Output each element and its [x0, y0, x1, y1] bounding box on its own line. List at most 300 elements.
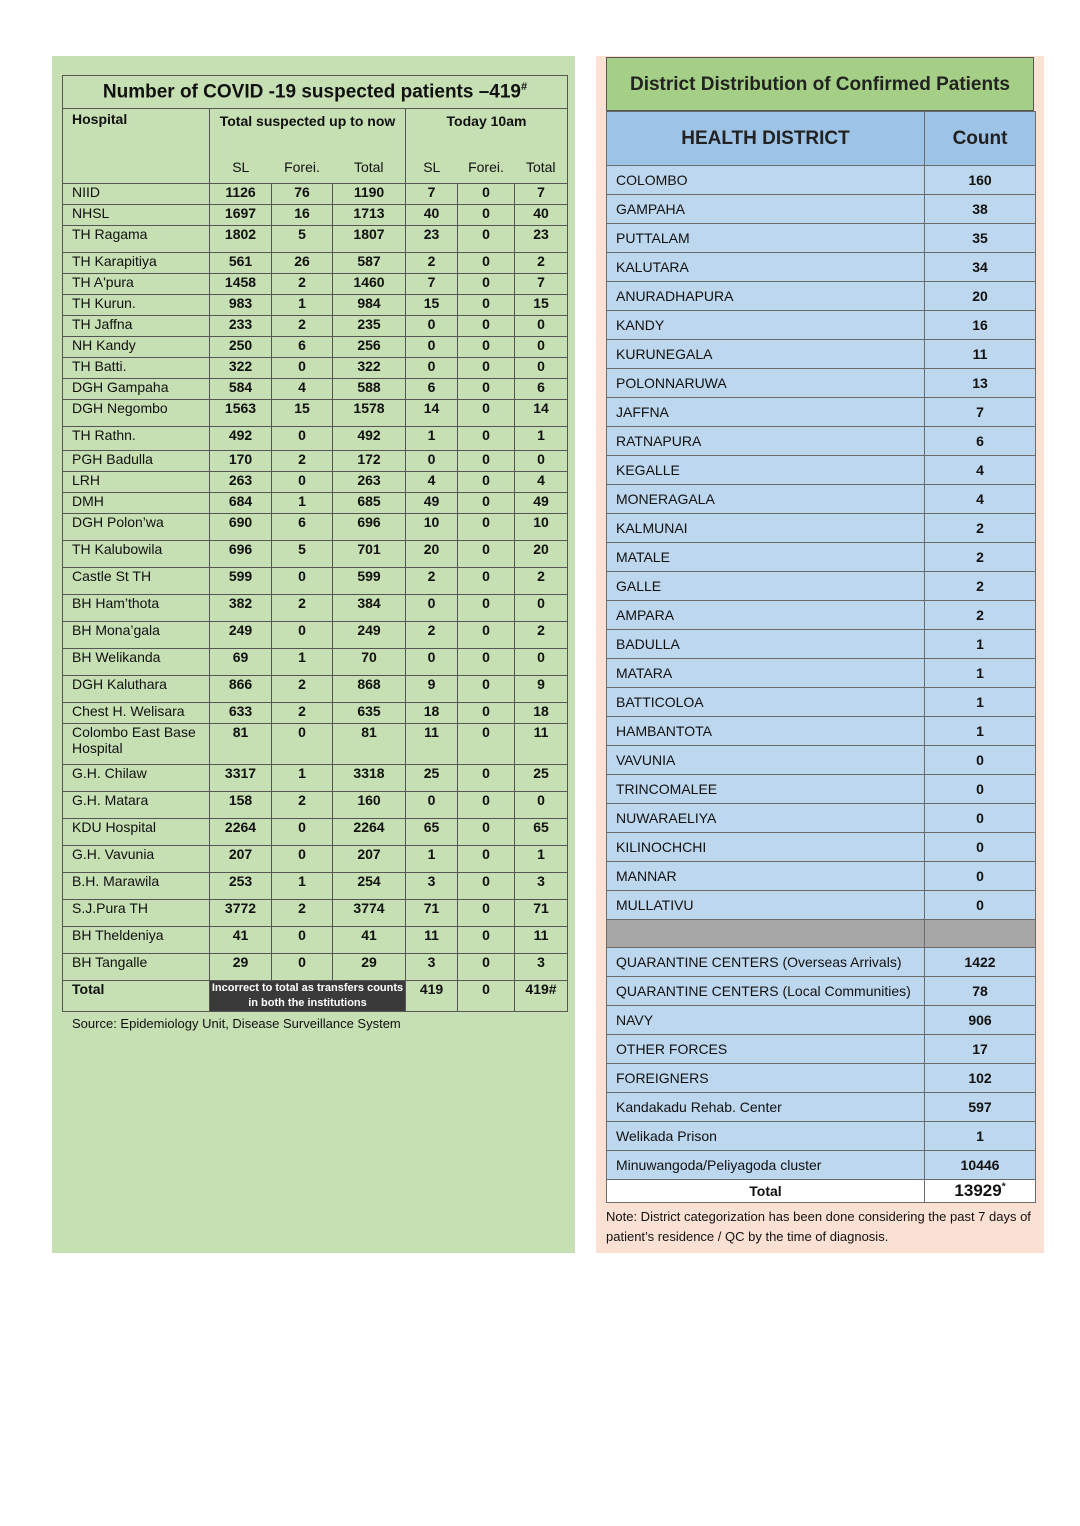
today-total-count: 40	[515, 205, 568, 226]
district-row-count: 2	[925, 543, 1036, 572]
today-total-count: 71	[515, 900, 568, 927]
hospital-name: TH Kalubowila	[63, 541, 210, 568]
hospital-row	[63, 493, 568, 514]
today-total-count: 2	[515, 622, 568, 649]
hospital-name: TH Jaffna	[63, 316, 210, 337]
district-total-row-count	[925, 1180, 1036, 1203]
hospital-row	[63, 649, 568, 676]
foreign-count: 0	[272, 568, 333, 595]
district-row-name: TRINCOMALEE	[607, 775, 925, 804]
total-count: 2264	[333, 819, 406, 846]
subheader-foreign: Forei.	[272, 159, 333, 184]
today-foreign-count: 0	[458, 819, 515, 846]
district-row-count: 1	[925, 659, 1036, 688]
district-row-name: NUWARAELIYA	[607, 804, 925, 833]
today-foreign-count: 0	[458, 792, 515, 819]
total-count: 256	[333, 337, 406, 358]
district-table	[606, 111, 1036, 1203]
hospital-name: TH Ragama	[63, 226, 210, 253]
today-total-count: 3	[515, 873, 568, 900]
today-foreign-count: 0	[458, 253, 515, 274]
other-row-name: QUARANTINE CENTERS (Overseas Arrivals)	[607, 948, 925, 977]
district-row-name: JAFFNA	[607, 398, 925, 427]
separator-row-name	[607, 920, 925, 948]
header-hospital: Hospital	[63, 109, 210, 184]
sl-count: 170	[210, 451, 272, 472]
total-count: 207	[333, 846, 406, 873]
total-count: 3318	[333, 765, 406, 792]
today-sl-count: 4	[406, 472, 458, 493]
today-total-count: 10	[515, 514, 568, 541]
hospital-row	[63, 514, 568, 541]
hospital-row	[63, 337, 568, 358]
hospital-row	[63, 568, 568, 595]
hospital-name: DGH Polon’wa	[63, 514, 210, 541]
today-total-count: 25	[515, 765, 568, 792]
other-row	[607, 1064, 1036, 1093]
total-count: 635	[333, 703, 406, 724]
today-foreign-count: 0	[458, 765, 515, 792]
foreign-count: 0	[272, 358, 333, 379]
hospital-row	[63, 927, 568, 954]
hospital-name: NHSL	[63, 205, 210, 226]
today-total-count: 49	[515, 493, 568, 514]
other-row	[607, 977, 1036, 1006]
total-count: 984	[333, 295, 406, 316]
today-sl-count: 0	[406, 792, 458, 819]
district-row-name: GALLE	[607, 572, 925, 601]
district-row-count: 11	[925, 340, 1036, 369]
foreign-count: 5	[272, 226, 333, 253]
total-count: 263	[333, 472, 406, 493]
district-row-name: VAVUNIA	[607, 746, 925, 775]
sl-count: 3772	[210, 900, 272, 927]
sl-count: 233	[210, 316, 272, 337]
district-row-name: KANDY	[607, 311, 925, 340]
header-total-suspected: Total suspected up to now	[210, 109, 406, 160]
district-row-count: 34	[925, 253, 1036, 282]
foreign-count: 2	[272, 316, 333, 337]
today-total-count: 6	[515, 379, 568, 400]
district-row	[607, 456, 1036, 485]
district-row	[607, 572, 1036, 601]
hospital-row	[63, 379, 568, 400]
today-foreign-count: 0	[458, 649, 515, 676]
today-sl-count: 14	[406, 400, 458, 427]
total-count: 254	[333, 873, 406, 900]
today-sl-count: 0	[406, 595, 458, 622]
hospital-row	[63, 184, 568, 205]
today-sl-count: 6	[406, 379, 458, 400]
total-today-sl: 419	[406, 981, 458, 1012]
today-foreign-count: 0	[458, 493, 515, 514]
district-row-name: KALUTARA	[607, 253, 925, 282]
district-row-count: 0	[925, 775, 1036, 804]
other-row	[607, 1006, 1036, 1035]
subheader-sl: SL	[210, 159, 272, 184]
sl-count: 561	[210, 253, 272, 274]
sl-count: 599	[210, 568, 272, 595]
today-foreign-count: 0	[458, 900, 515, 927]
hospital-row	[63, 295, 568, 316]
sl-count: 1563	[210, 400, 272, 427]
today-foreign-count: 0	[458, 379, 515, 400]
district-row-count: 35	[925, 224, 1036, 253]
total-count: 492	[333, 427, 406, 451]
sl-count: 1802	[210, 226, 272, 253]
total-count: 1713	[333, 205, 406, 226]
today-total-count: 4	[515, 472, 568, 493]
foreign-count: 0	[272, 819, 333, 846]
sl-count: 1126	[210, 184, 272, 205]
suspected-table-title: Number of COVID -19 suspected patients –419#	[63, 76, 568, 109]
district-row	[607, 688, 1036, 717]
today-sl-count: 2	[406, 253, 458, 274]
other-row-name: Kandakadu Rehab. Center	[607, 1093, 925, 1122]
total-count: 322	[333, 358, 406, 379]
today-total-count: 0	[515, 792, 568, 819]
sl-count: 866	[210, 676, 272, 703]
other-row-count: 1	[925, 1122, 1036, 1151]
total-count: 384	[333, 595, 406, 622]
total-count: 41	[333, 927, 406, 954]
district-row	[607, 717, 1036, 746]
other-row-name: Welikada Prison	[607, 1122, 925, 1151]
today-sl-count: 0	[406, 451, 458, 472]
hospital-row	[63, 205, 568, 226]
today-total-count: 20	[515, 541, 568, 568]
total-count: 1578	[333, 400, 406, 427]
foreign-count: 6	[272, 337, 333, 358]
district-row-name: BATTICOLOA	[607, 688, 925, 717]
today-total-count: 15	[515, 295, 568, 316]
district-row-count: 160	[925, 166, 1036, 195]
district-row	[607, 311, 1036, 340]
district-row	[607, 804, 1036, 833]
sl-count: 983	[210, 295, 272, 316]
suspected-patients-table	[62, 75, 568, 1012]
sl-count: 1458	[210, 274, 272, 295]
total-count: 235	[333, 316, 406, 337]
today-foreign-count: 0	[458, 676, 515, 703]
district-row	[607, 543, 1036, 572]
hospital-name: BH Ham’thota	[63, 595, 210, 622]
subheader-total: Total	[333, 159, 406, 184]
today-sl-count: 11	[406, 724, 458, 765]
today-sl-count: 0	[406, 358, 458, 379]
district-row-name: MONERAGALA	[607, 485, 925, 514]
district-row-name: ANURADHAPURA	[607, 282, 925, 311]
today-foreign-count: 0	[458, 703, 515, 724]
foreign-count: 1	[272, 649, 333, 676]
district-row	[607, 485, 1036, 514]
district-row-name: KEGALLE	[607, 456, 925, 485]
today-foreign-count: 0	[458, 295, 515, 316]
hospital-name: TH Rathn.	[63, 427, 210, 451]
total-count: 1460	[333, 274, 406, 295]
district-row	[607, 195, 1036, 224]
foreign-count: 0	[272, 954, 333, 981]
district-row	[607, 891, 1036, 920]
district-row-count: 4	[925, 485, 1036, 514]
hospital-name: BH Theldeniya	[63, 927, 210, 954]
sl-count: 158	[210, 792, 272, 819]
district-row-name: RATNAPURA	[607, 427, 925, 456]
sl-count: 684	[210, 493, 272, 514]
district-row	[607, 282, 1036, 311]
sl-count: 69	[210, 649, 272, 676]
total-count: 70	[333, 649, 406, 676]
district-row	[607, 166, 1036, 195]
district-row-count: 0	[925, 746, 1036, 775]
today-total-count: 0	[515, 316, 568, 337]
district-row-name: AMPARA	[607, 601, 925, 630]
other-row	[607, 1122, 1036, 1151]
district-note: Note: District categorization has been done considering the past 7 days of patient’s residence / QC by the time of diagnosis.	[606, 1209, 1031, 1244]
other-row-count: 102	[925, 1064, 1036, 1093]
other-row-name: FOREIGNERS	[607, 1064, 925, 1093]
today-foreign-count: 0	[458, 472, 515, 493]
district-row-name: PUTTALAM	[607, 224, 925, 253]
suspected-patients-panel	[52, 56, 575, 1253]
district-row-name: MANNAR	[607, 862, 925, 891]
other-row-count: 17	[925, 1035, 1036, 1064]
today-total-count: 65	[515, 819, 568, 846]
sl-count: 249	[210, 622, 272, 649]
foreign-count: 2	[272, 703, 333, 724]
district-row	[607, 659, 1036, 688]
today-total-count: 0	[515, 358, 568, 379]
total-count: 685	[333, 493, 406, 514]
district-row-count: 0	[925, 891, 1036, 920]
sl-count: 3317	[210, 765, 272, 792]
today-total-count: 0	[515, 451, 568, 472]
source-note: Source: Epidemiology Unit, Disease Surveillance System	[72, 1016, 401, 1031]
district-row-name: MATALE	[607, 543, 925, 572]
district-row	[607, 224, 1036, 253]
today-foreign-count: 0	[458, 316, 515, 337]
today-sl-count: 20	[406, 541, 458, 568]
district-row-count: 2	[925, 601, 1036, 630]
district-row-count: 0	[925, 804, 1036, 833]
total-count: 172	[333, 451, 406, 472]
district-row-name: COLOMBO	[607, 166, 925, 195]
total-count: 599	[333, 568, 406, 595]
other-row-count: 78	[925, 977, 1036, 1006]
sl-count: 250	[210, 337, 272, 358]
district-row-name: HAMBANTOTA	[607, 717, 925, 746]
total-count: 29	[333, 954, 406, 981]
hospital-row	[63, 427, 568, 451]
other-row-count: 906	[925, 1006, 1036, 1035]
today-sl-count: 7	[406, 184, 458, 205]
title-hash-mark: #	[521, 80, 528, 93]
foreign-count: 1	[272, 765, 333, 792]
today-sl-count: 2	[406, 622, 458, 649]
total-today-foreign: 0	[458, 981, 515, 1012]
hospital-row	[63, 954, 568, 981]
today-total-count: 23	[515, 226, 568, 253]
today-total-count: 2	[515, 568, 568, 595]
district-row	[607, 340, 1036, 369]
header-count: Count	[925, 112, 1036, 166]
district-row	[607, 775, 1036, 804]
district-row-count: 7	[925, 398, 1036, 427]
hospital-row	[63, 541, 568, 568]
today-total-count: 1	[515, 846, 568, 873]
district-row-count: 38	[925, 195, 1036, 224]
today-foreign-count: 0	[458, 568, 515, 595]
hospital-row	[63, 724, 568, 765]
total-count: 1807	[333, 226, 406, 253]
today-total-count: 11	[515, 927, 568, 954]
today-sl-count: 0	[406, 649, 458, 676]
hospital-name: DGH Kaluthara	[63, 676, 210, 703]
today-foreign-count: 0	[458, 622, 515, 649]
total-count: 701	[333, 541, 406, 568]
hospital-name: G.H. Vavunia	[63, 846, 210, 873]
foreign-count: 0	[272, 622, 333, 649]
district-row	[607, 833, 1036, 862]
today-foreign-count: 0	[458, 846, 515, 873]
sl-count: 492	[210, 427, 272, 451]
total-label: Total	[63, 981, 210, 1012]
foreign-count: 76	[272, 184, 333, 205]
hospital-row	[63, 622, 568, 649]
hospital-row	[63, 676, 568, 703]
sl-count: 41	[210, 927, 272, 954]
today-foreign-count: 0	[458, 226, 515, 253]
today-foreign-count: 0	[458, 184, 515, 205]
other-row	[607, 948, 1036, 977]
today-foreign-count: 0	[458, 954, 515, 981]
foreign-count: 26	[272, 253, 333, 274]
hospital-name: BH Welikanda	[63, 649, 210, 676]
today-sl-count: 18	[406, 703, 458, 724]
district-row-count: 2	[925, 572, 1036, 601]
other-row	[607, 1151, 1036, 1180]
hospital-name: DMH	[63, 493, 210, 514]
hospital-row	[63, 358, 568, 379]
today-total-count: 14	[515, 400, 568, 427]
header-health-district: HEALTH DISTRICT	[607, 112, 925, 166]
hospital-row	[63, 900, 568, 927]
today-sl-count: 0	[406, 316, 458, 337]
today-foreign-count: 0	[458, 274, 515, 295]
district-row-count: 2	[925, 514, 1036, 543]
sl-count: 253	[210, 873, 272, 900]
hospital-row	[63, 765, 568, 792]
district-row	[607, 369, 1036, 398]
district-row	[607, 630, 1036, 659]
separator-row	[607, 920, 1036, 948]
other-row-count: 597	[925, 1093, 1036, 1122]
district-row-name: KILINOCHCHI	[607, 833, 925, 862]
subheader-today-sl: SL	[406, 159, 458, 184]
today-foreign-count: 0	[458, 451, 515, 472]
total-row	[63, 981, 568, 1012]
today-total-count: 7	[515, 184, 568, 205]
today-sl-count: 0	[406, 337, 458, 358]
district-row	[607, 253, 1036, 282]
total-count: 3774	[333, 900, 406, 927]
today-sl-count: 7	[406, 274, 458, 295]
foreign-count: 2	[272, 595, 333, 622]
district-row-count: 6	[925, 427, 1036, 456]
today-foreign-count: 0	[458, 541, 515, 568]
foreign-count: 0	[272, 724, 333, 765]
district-row-count: 1	[925, 717, 1036, 746]
foreign-count: 0	[272, 927, 333, 954]
sl-count: 690	[210, 514, 272, 541]
other-row-count: 1422	[925, 948, 1036, 977]
today-sl-count: 49	[406, 493, 458, 514]
hospital-row	[63, 819, 568, 846]
district-row-name: POLONNARUWA	[607, 369, 925, 398]
today-foreign-count: 0	[458, 927, 515, 954]
other-row-name: OTHER FORCES	[607, 1035, 925, 1064]
hospital-row	[63, 873, 568, 900]
district-row-count: 13	[925, 369, 1036, 398]
other-row-name: Minuwangoda/Peliyagoda cluster	[607, 1151, 925, 1180]
district-row	[607, 601, 1036, 630]
today-total-count: 1	[515, 427, 568, 451]
total-count: 160	[333, 792, 406, 819]
district-row	[607, 746, 1036, 775]
total-note: Incorrect to total as transfers counts in both the institutions	[210, 981, 406, 1012]
separator-row-count	[925, 920, 1036, 948]
hospital-row	[63, 226, 568, 253]
today-sl-count: 2	[406, 568, 458, 595]
district-row-name: MATARA	[607, 659, 925, 688]
district-row-count: 1	[925, 630, 1036, 659]
other-row	[607, 1093, 1036, 1122]
today-sl-count: 15	[406, 295, 458, 316]
today-total-count: 0	[515, 337, 568, 358]
foreign-count: 5	[272, 541, 333, 568]
today-sl-count: 3	[406, 954, 458, 981]
hospital-name: DGH Gampaha	[63, 379, 210, 400]
foreign-count: 15	[272, 400, 333, 427]
today-sl-count: 23	[406, 226, 458, 253]
today-sl-count: 9	[406, 676, 458, 703]
sl-count: 1697	[210, 205, 272, 226]
hospital-row	[63, 253, 568, 274]
today-sl-count: 25	[406, 765, 458, 792]
hospital-name: TH A'pura	[63, 274, 210, 295]
sl-count: 29	[210, 954, 272, 981]
today-sl-count: 1	[406, 846, 458, 873]
hospital-name: G.H. Matara	[63, 792, 210, 819]
foreign-count: 2	[272, 451, 333, 472]
today-foreign-count: 0	[458, 400, 515, 427]
district-row	[607, 862, 1036, 891]
district-row-name: BADULLA	[607, 630, 925, 659]
district-total-row	[607, 1180, 1036, 1203]
today-foreign-count: 0	[458, 514, 515, 541]
district-row-name: KURUNEGALA	[607, 340, 925, 369]
today-total-count: 0	[515, 595, 568, 622]
sl-count: 696	[210, 541, 272, 568]
hospital-name: Colombo East Base Hospital	[63, 724, 210, 765]
sl-count: 584	[210, 379, 272, 400]
district-row-count: 4	[925, 456, 1036, 485]
today-total-count: 7	[515, 274, 568, 295]
foreign-count: 2	[272, 676, 333, 703]
total-today-total: 419#	[515, 981, 568, 1012]
sl-count: 382	[210, 595, 272, 622]
district-row	[607, 514, 1036, 543]
